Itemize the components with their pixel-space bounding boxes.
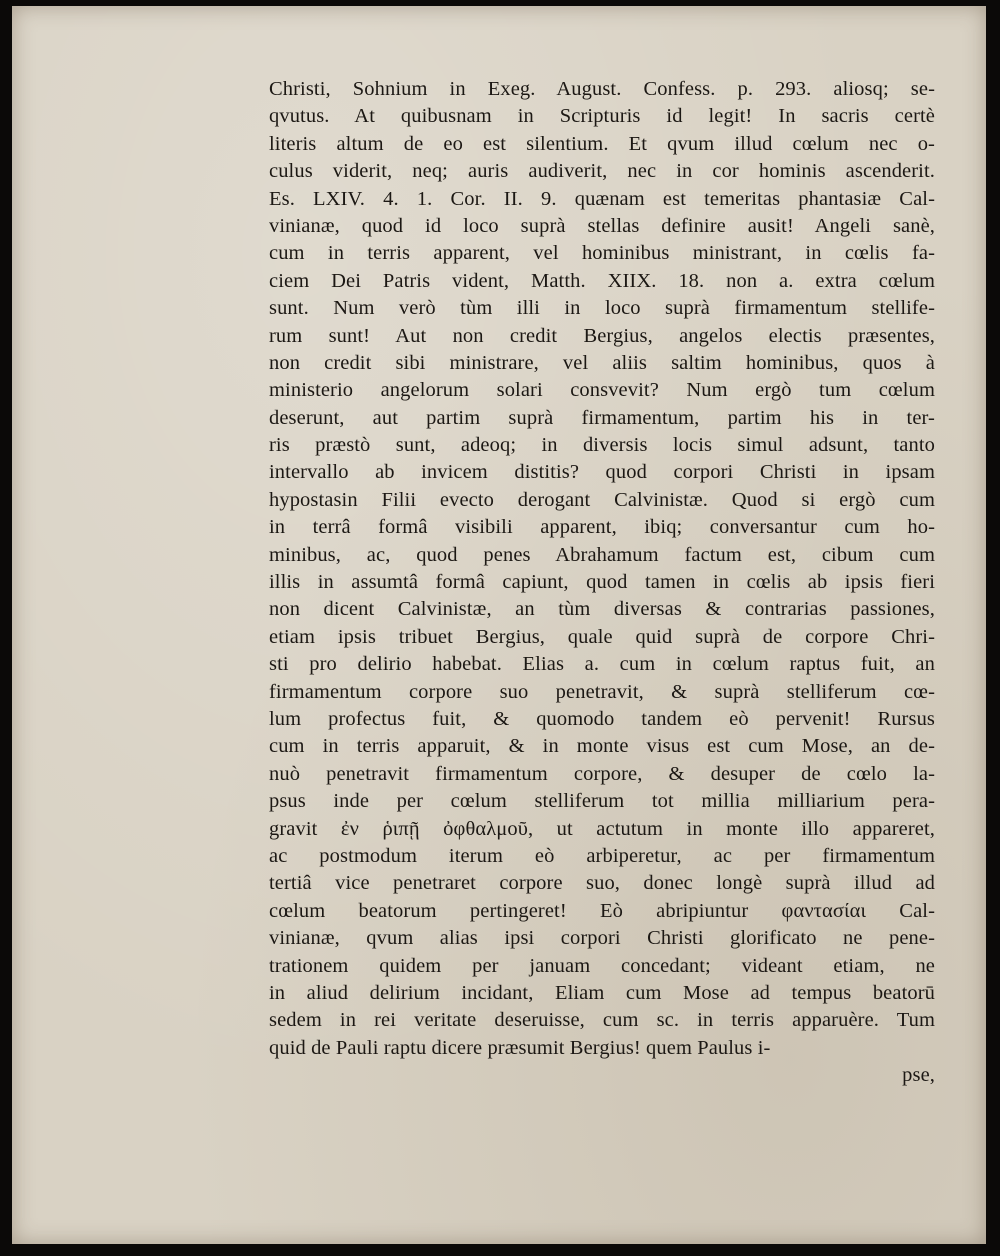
text-line-33: trationem quidem per januam concedant; videant etiam, ne [269, 954, 935, 977]
text-line-20: non dicent Calvinistæ, an tùm diversas & contrarias passiones, [269, 598, 935, 621]
text-line-23: firmamentum corpore suo penetravit, & suprà stelliferum cœ- [269, 680, 935, 703]
page-text-block [269, 76, 935, 1089]
text-line-14: ris præstò sunt, adeoq; in diversis locis simul adsunt, tanto [269, 434, 935, 457]
text-line-25: cum in terris apparuit, & in monte visus est cum Mose, an de- [269, 735, 935, 758]
book-page [12, 6, 986, 1244]
text-line-7: cum in terris apparent, vel hominibus ministrant, in cœlis fa- [269, 242, 935, 265]
text-line-35: sedem in rei veritate deseruisse, cum sc. in terris apparuère. Tum [269, 1009, 935, 1032]
text-line-17: in terrâ formâ visibili apparent, ibiq; conversantur cum ho- [269, 516, 935, 539]
text-line-24: lum profectus fuit, & quomodo tandem eò pervenit! Rursus [269, 707, 935, 730]
text-line-36: quid de Pauli raptu dicere præsumit Bergius! quem Paulus i- [269, 1036, 771, 1059]
text-line-31: cœlum beatorum pertingeret! Eò abripiuntur φαντασίαι Cal- [269, 899, 935, 922]
text-line-13: deserunt, aut partim suprà firmamentum, partim his in ter- [269, 406, 935, 429]
text-line-27: psus inde per cœlum stelliferum tot millia milliarium pera- [269, 790, 935, 813]
text-line-12: ministerio angelorum solari consvevit? Num ergò tum cœlum [269, 379, 935, 402]
text-line-6: vinianæ, quod id loco suprà stellas definire ausit! Angeli sanè, [269, 214, 935, 237]
text-line-8: ciem Dei Patris vident, Matth. XIIX. 18. non a. extra cœlum [269, 269, 935, 292]
text-line-30: tertiâ vice penetraret corpore suo, donec longè suprà illud ad [269, 872, 935, 895]
text-line-26: nuò penetravit firmamentum corpore, & desuper de cœlo la- [269, 762, 935, 785]
text-line-34: in aliud delirium incidant, Eliam cum Mose ad tempus beatorū [269, 981, 935, 1004]
text-line-16: hypostasin Filii evecto derogant Calvinistæ. Quod si ergò cum [269, 488, 935, 511]
text-line-5: Es. LXIV. 4. 1. Cor. II. 9. quænam est temeritas phantasiæ Cal- [269, 187, 935, 210]
text-line-3: literis altum de eo est silentium. Et qvum illud cœlum nec o- [269, 132, 935, 155]
catchword: pse, [902, 1064, 935, 1087]
text-line-19: illis in assumtâ formâ capiunt, quod tamen in cœlis ab ipsis fieri [269, 571, 935, 594]
text-line-10: rum sunt! Aut non credit Bergius, angelos electis præsentes, [269, 324, 935, 347]
text-line-28: gravit ἐν ῥιπῇ ὀφθαλμοῦ, ut actutum in monte illo appareret, [269, 817, 935, 840]
text-line-2: qvutus. At quibusnam in Scripturis id legit! In sacris certè [269, 105, 935, 128]
text-line-18: minibus, ac, quod penes Abrahamum factum est, cibum cum [269, 543, 935, 566]
text-line-11: non credit sibi ministrare, vel aliis saltim hominibus, quos à [269, 351, 935, 374]
text-line-9: sunt. Num verò tùm illi in loco suprà firmamentum stellife- [269, 297, 935, 320]
text-line-15: intervallo ab invicem distitis? quod corpori Christi in ipsam [269, 461, 935, 484]
text-line-21: etiam ipsis tribuet Bergius, quale quid suprà de corpore Chri- [269, 625, 935, 648]
text-line-32: vinianæ, qvum alias ipsi corpori Christi glorificato ne pene- [269, 927, 935, 950]
text-line-1: Christi, Sohnium in Exeg. August. Confess. p. 293. aliosq; se- [269, 78, 935, 100]
text-line-22: sti pro delirio habebat. Elias a. cum in cœlum raptus fuit, an [269, 653, 935, 676]
text-line-4: culus viderit, neq; auris audiverit, nec in cor hominis ascenderit. [269, 160, 935, 183]
text-line-29: ac postmodum iterum eò arbiperetur, ac per firmamentum [269, 844, 935, 867]
